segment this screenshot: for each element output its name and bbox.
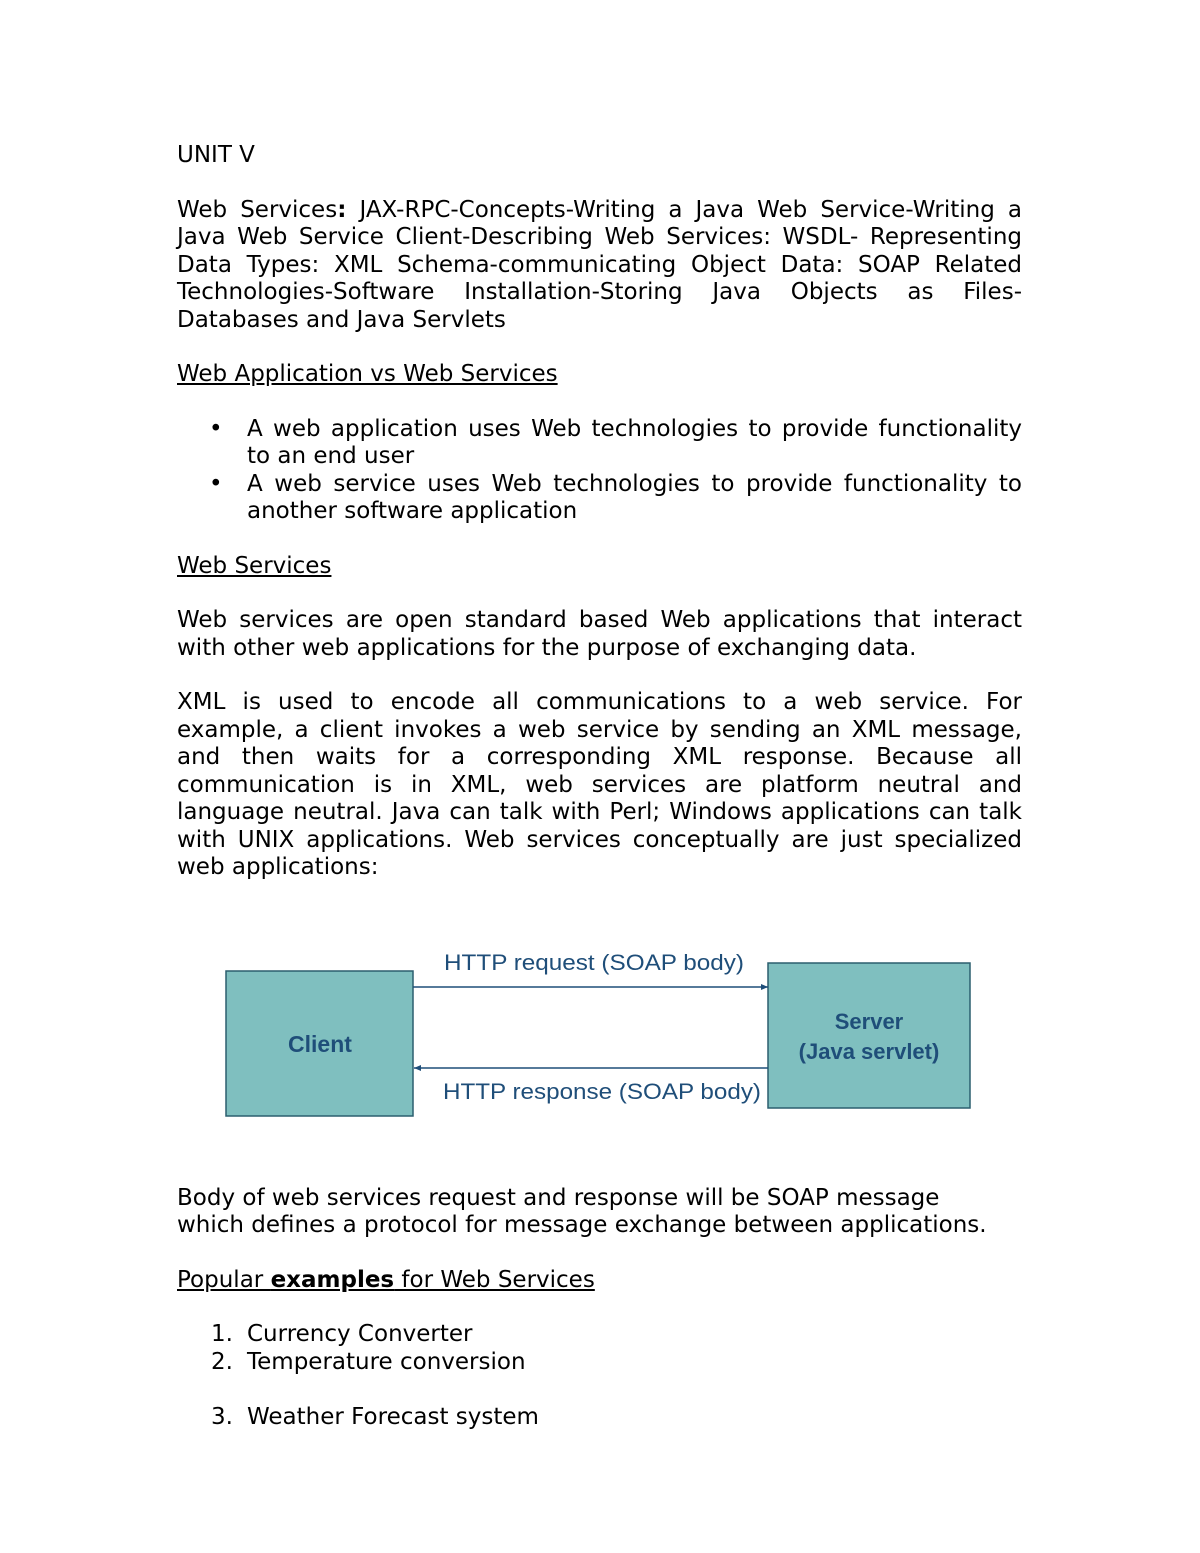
server-label: Server [834,1008,904,1034]
xml-paragraph: XML is used to encode all communications to a web service. For example, a client invokes a web service by sending an XML message, and then waits for a corresponding XML response. Because all communication is in XML, web services are platform neutral and language neutral. Java can talk with Perl; Windows applications can talk with UNIX applications. Web services conceptually are just specialized web applications: [177,689,1022,880]
request-label: HTTP request (SOAP body) [444,949,744,975]
list-item-text: Weather Forecast system [247,1403,539,1430]
client-label: Client [288,1030,352,1057]
list-item [177,471,1022,526]
bullet-icon: • [209,415,223,442]
examples-heading-pre: Popular [177,1266,271,1293]
list-item-text: A web service uses Web technologies to provide functionality to another software application [247,470,1022,524]
soap-body-line1: Body of web services request and response will be SOAP message [177,1184,940,1211]
examples-list [177,1321,1022,1431]
diagram-area [177,882,1022,1185]
list-item-text: Temperature conversion [247,1348,526,1375]
document-page [177,140,1022,1431]
syllabus-paragraph [177,197,1022,335]
examples-heading-post: for Web Services [394,1266,595,1293]
list-item [177,1321,1022,1349]
list-item-text: Currency Converter [247,1321,473,1347]
web-services-definition: Web services are open standard based Web applications that interact with other web applications for the purpose of exchanging data. [177,607,1022,661]
list-item-number: 3. [211,1403,233,1430]
section-heading-examples [177,1267,1022,1295]
list-item-text: A web application uses Web technologies to provide functionality to an end user [247,415,1022,469]
server-sublabel: (Java servlet) [798,1038,940,1064]
server-box [768,963,970,1108]
list-item-number: 2. [211,1348,233,1375]
section-heading-webapp-vs-ws: Web Application vs Web Services [177,361,558,387]
section-heading-web-services: Web Services [177,552,332,579]
comparison-list [177,416,1022,526]
syllabus-text: JAX-RPC-Concepts-Writing a Java Web Service-Writing a Java Web Service Client-Describing Web Services: WSDL- Representing Data Types: XML Schema-communicating Object Data: SOAP Related Technologies-Software Installation-Storing Java Objects as Files-Databases and Java Servlets [177,196,1022,333]
unit-title: UNIT V [177,142,255,168]
list-item [177,416,1022,471]
soap-body-line2: which defines a protocol for message exchange between applications. [177,1212,987,1238]
list-item [177,1349,1022,1377]
syllabus-label: Web Services [177,196,338,223]
list-item-number: 1. [211,1321,233,1347]
response-label: HTTP response (SOAP body) [443,1078,761,1104]
list-item [177,1404,1022,1432]
syllabus-colon: : [337,196,347,223]
client-server-diagram [177,882,1022,1185]
bullet-icon: • [209,470,223,497]
examples-heading-bold: examples [270,1266,395,1293]
